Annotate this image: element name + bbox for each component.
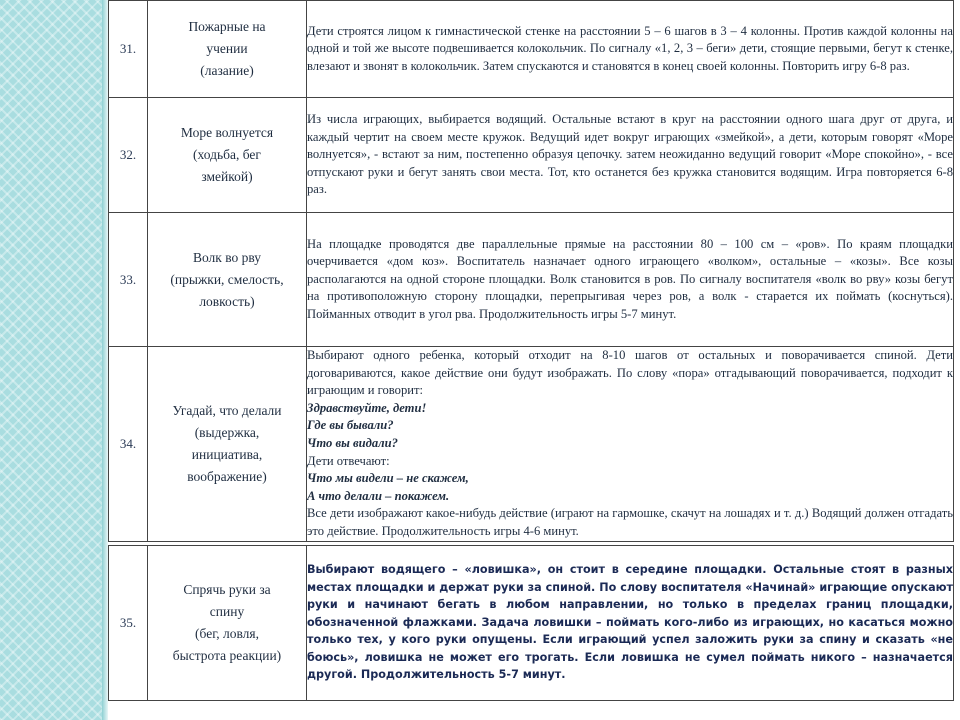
game-name-line: спину bbox=[209, 603, 245, 619]
verse-line: Что вы видали? bbox=[307, 435, 398, 450]
game-description: Из числа играющих, выбирается водящий. Остальные встают в круг на расстоянии одного шага друг от друга, и каждый чертит на своем месте кружок. Ведущий идет вокруг играющих «змейкой», а дети, которым говорят «Море волнуется», - встают за ним, постепенно образуя цепочку. затем неожиданно ведущий говорит «Море спокойно», - все отпускают руки и бегут занять свои места. Тот, кто останется без кружка становится водящим. Игра повторяется 6-8 раз. bbox=[307, 98, 954, 213]
game-name-line: Волк во рву bbox=[192, 249, 262, 265]
table-row bbox=[109, 98, 954, 213]
game-name-line: Пожарные на bbox=[188, 19, 266, 34]
game-name-line: Угадай, что делали bbox=[172, 402, 282, 418]
game-name-line: змейкой) bbox=[201, 169, 253, 184]
game-name-line: учении bbox=[206, 41, 248, 56]
game-description: Дети строятся лицом к гимнастической стенке на расстоянии 5 – 6 шагов в 3 – 4 колонны. Против каждой колонны на одной и той же высоте подвешивается колокольчик. По сигналу «1, 2, 3 – беги» дети, стоящие первыми, бегут к стенке, влезают и звонят в колокольчик. Затем спускаются и становятся в конец своей колонны. Повторить игру 6-8 раз. bbox=[307, 1, 954, 98]
decorative-side-pattern bbox=[0, 0, 105, 720]
game-name-cell bbox=[148, 98, 307, 213]
verse-line: Здравствуйте, дети! bbox=[307, 400, 427, 415]
games-table bbox=[108, 0, 954, 701]
game-name-line: быстрота реакции) bbox=[172, 647, 282, 663]
game-name-line: (ходьба, бег bbox=[193, 147, 261, 162]
table-row bbox=[109, 1, 954, 98]
game-name-cell bbox=[148, 347, 307, 542]
game-name-cell bbox=[148, 1, 307, 98]
table-row bbox=[109, 347, 954, 542]
game-description bbox=[307, 347, 954, 542]
verse-line: Что мы видели – не скажем, bbox=[307, 471, 469, 486]
table-row bbox=[109, 213, 954, 347]
game-name-line: воображение) bbox=[187, 468, 267, 484]
row-number: 31. bbox=[109, 1, 148, 98]
game-name-line: (прыжки, смелость, bbox=[170, 271, 284, 287]
game-description: На площадке проводятся две параллельные прямые на расстоянии 80 – 100 см – «ров». По краям площадки очерчивается «дом коз». Воспитатель назначает одного играющего «волком», остальные – «козы». Все козы располагаются на одной стороне площадки. Волк становится в ров. По сигналу воспитателя «волк во рву» козы бегут на противоположную сторону площадки, перепрыгивая через ров, а волк - старается их поймать (коснуться). Пойманных отводит в угол рва. Продолжительность игры 5-7 минут. bbox=[307, 213, 954, 347]
verse-line: А что делали – покажем. bbox=[307, 488, 450, 503]
reply-line: Дети отвечают: bbox=[307, 453, 390, 468]
game-name-line: Спрячь руки за bbox=[183, 581, 271, 597]
game-name-line: (выдержка, bbox=[194, 424, 260, 440]
game-name-line: (лазание) bbox=[200, 63, 254, 78]
description-intro: Выбирают одного ребенка, который отходит на 8-10 шагов от остальных и поворачивается спиной. Дети договариваются, какое действие они будут изображать. По слову «пора» отгадывающий поворачивается, подходит к играющим и говорит: bbox=[307, 348, 953, 398]
row-number: 33. bbox=[109, 213, 148, 347]
game-name-line: (бег, ловля, bbox=[195, 625, 259, 641]
game-name-line: инициатива, bbox=[191, 446, 263, 462]
row-number: 32. bbox=[109, 98, 148, 213]
game-name-cell bbox=[148, 545, 307, 700]
row-number: 34. bbox=[109, 347, 148, 542]
row-number: 35. bbox=[109, 545, 148, 700]
game-name-cell bbox=[148, 213, 307, 347]
description-outro: Все дети изображают какое-нибудь действие (играют на гармошке, скачут на лошадях и т. д.) Водящий должен отгадать это действие. Продолжительность игры 4-6 минут. bbox=[307, 506, 953, 538]
table-row bbox=[109, 545, 954, 700]
game-description: Выбирают водящего – «ловишка», он стоит в середине площадки. Остальные стоят в разных местах площадки и держат руки за спиной. По слову воспитателя «Начинай» играющие опускают руки и начинают бегать в любом направлении, но только в пределах границ площадки, обозначенной флажками. Задача ловишки – поймать кого-либо из играющих, но касаться можно только тех, у кого руки опущены. Если играющий успел заложить руки за спину и сказать «не боюсь», ловишка не может его трогать. Если ловишка не сумел поймать никого – назначается другой. Продолжительность 5-7 минут. bbox=[307, 545, 954, 700]
verse-line: Где вы бывали? bbox=[307, 418, 394, 433]
game-name-line: Море волнуется bbox=[180, 125, 274, 140]
game-name-line: ловкость) bbox=[199, 293, 255, 309]
